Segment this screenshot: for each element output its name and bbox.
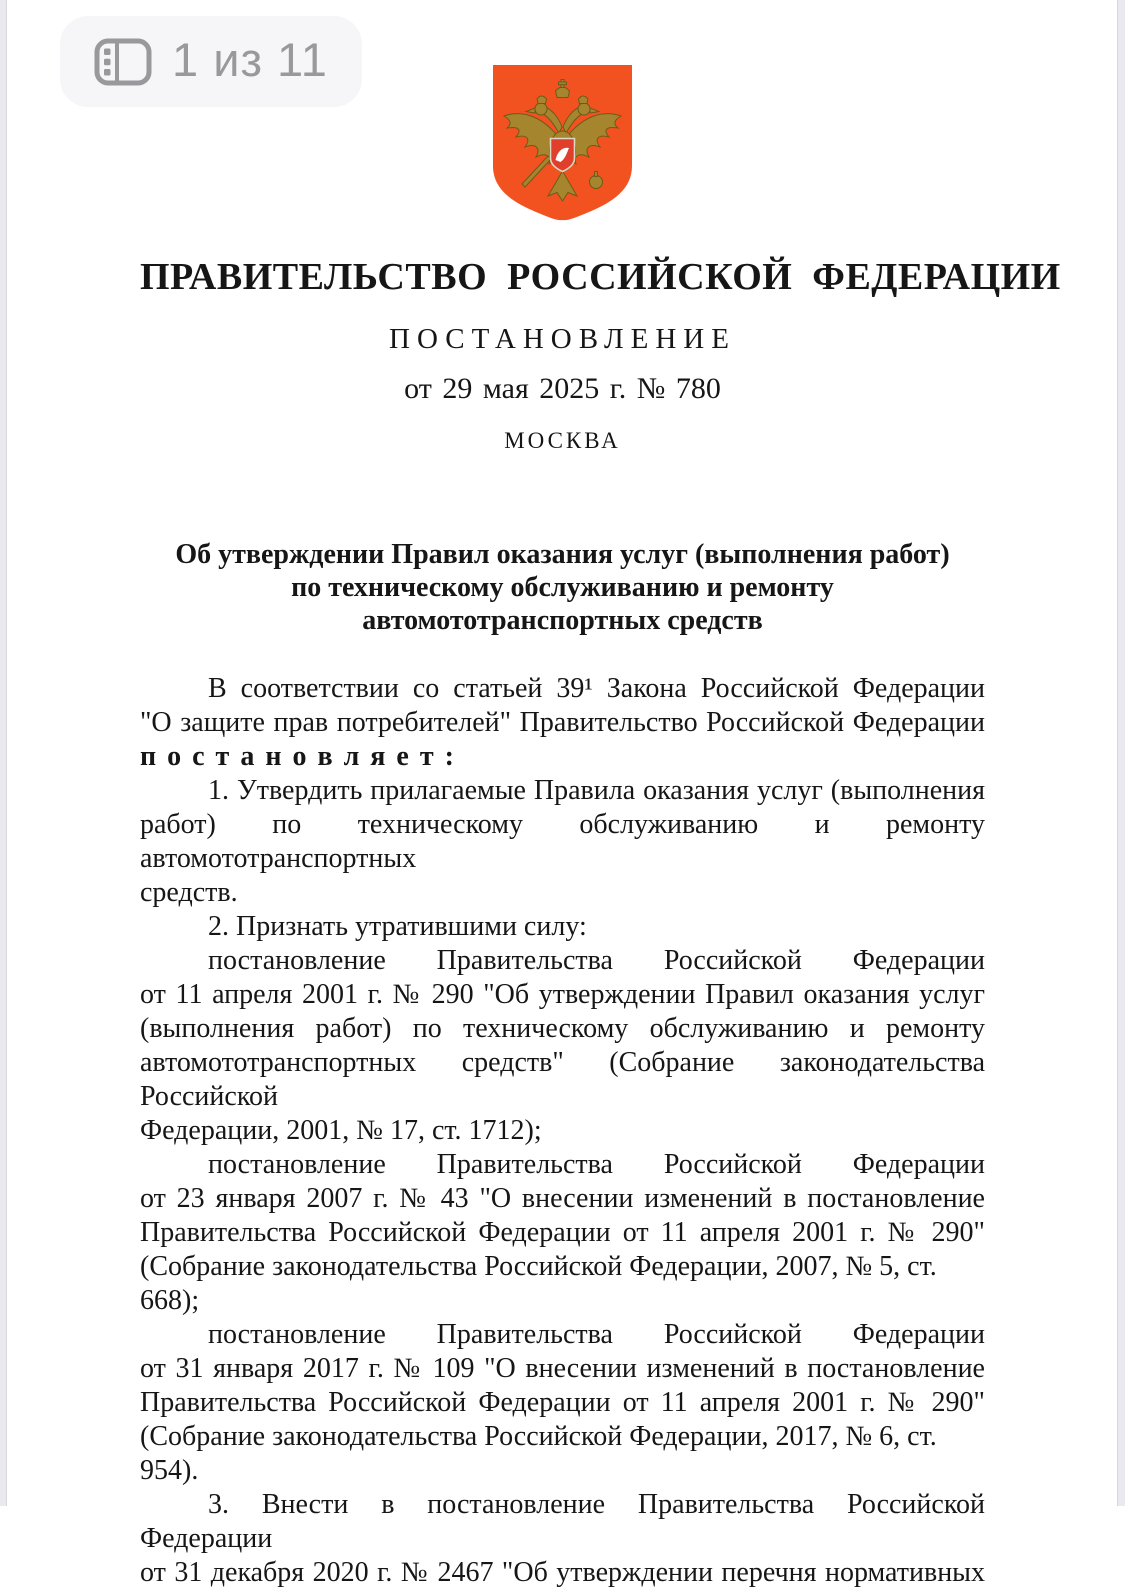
document-line: В соответствии со статьей 39¹ Закона Российской Федерации [208,673,985,704]
issuing-authority: ПРАВИТЕЛЬСТВО РОССИЙСКОЙ ФЕДЕРАЦИИ [140,256,1061,298]
document-line: (Собрание законодательства Российской Федерации, 2017, № 6, ст. 954). [140,1421,944,1486]
document-line: работ) по техническому обслуживанию и ремонту автомототранспортных [140,809,992,874]
document-type: ПОСТАНОВЛЕНИЕ [389,323,736,355]
document-line: от 31 января 2017 г. № 109 "О внесении изменений в постановление [140,1353,985,1384]
document-line: "О защите прав потребителей" Правительство Российской Федерации [140,707,985,738]
document-line: постановление Правительства Российской Федерации [208,945,985,976]
document-subject [140,538,985,637]
document-line: от 11 апреля 2001 г. № 290 "Об утверждении Правил оказания услуг [140,979,985,1010]
thumbnails-sidebar-icon [94,38,152,86]
document-line: (выполнения работ) по техническому обслуживанию и ремонту [140,1013,985,1044]
document-line: 3. Внести в постановление Правительства Российской Федерации [140,1489,992,1554]
subject-line: по техническому обслуживанию и ремонту [291,572,834,603]
document-page [140,0,1061,1590]
page-indicator-label: 1 из 11 [172,33,328,86]
page-indicator-button[interactable] [60,16,362,107]
document-line: от 31 декабря 2020 г. № 2467 "Об утверждении перечня нормативных [140,1557,985,1588]
document-line: от 23 января 2007 г. № 43 "О внесении изменений в постановление [140,1183,985,1214]
document-line: Правительства Российской Федерации от 11 апреля 2001 г. № 290" [140,1217,985,1248]
document-line: Правительства Российской Федерации от 11 апреля 2001 г. № 290" [140,1387,985,1418]
document-line: постановление Правительства Российской Федерации [208,1319,985,1350]
document-line: 2. Признать утратившими силу: [208,911,587,942]
document-line: 1. Утвердить прилагаемые Правила оказания услуг (выполнения [208,775,985,806]
document-line: автомототранспортных средств" (Собрание законодательства Российской [140,1047,992,1112]
subject-line: автомототранспортных средств [362,605,763,636]
document-line: (Собрание законодательства Российской Федерации, 2007, № 5, ст. 668); [140,1251,944,1316]
document-line: постановление Правительства Российской Федерации [208,1149,985,1180]
document-body [140,672,992,1590]
viewer-left-edge [0,0,7,1506]
date-and-number: от 29 мая 2025 г. № 780 [404,372,721,405]
document-line: Федерации, 2001, № 17, ст. 1712); [140,1115,542,1146]
document-line: средств. [140,877,238,908]
subject-line: Об утверждении Правил оказания услуг (выполнения работ) [175,539,950,570]
city-label: МОСКВА [504,428,621,453]
document-line: п о с т а н о в л я е т : [140,741,456,772]
viewer-right-edge [1117,0,1125,1506]
coat-of-arms [489,63,636,223]
